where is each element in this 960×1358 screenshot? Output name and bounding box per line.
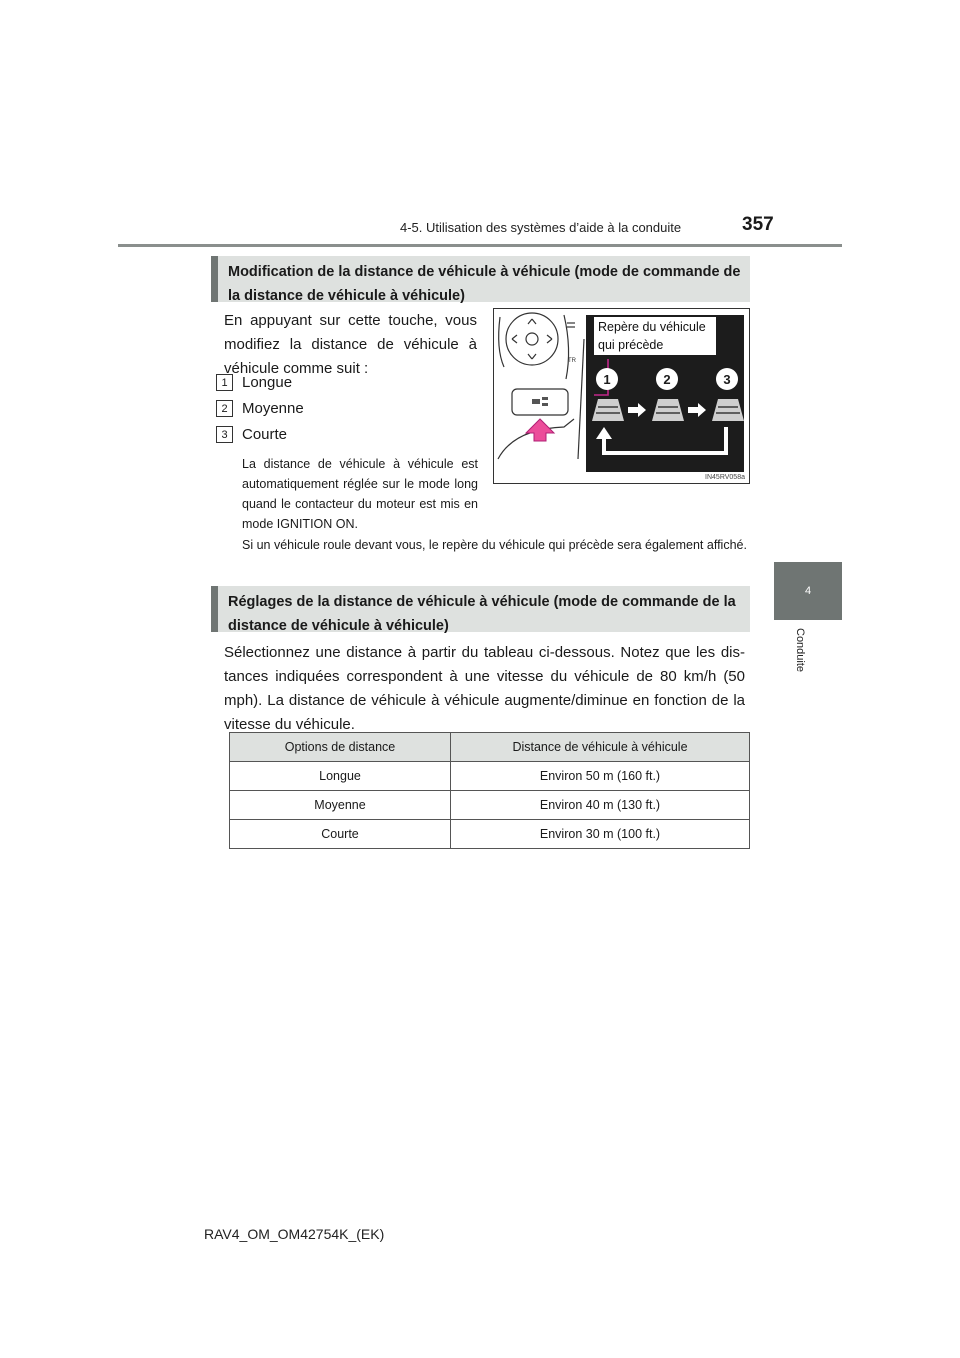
section-heading-modification: Modification de la distance de véhicule à véhicule (mode de commande de la distance de véhicule à véhicule) [211,256,750,302]
press-arrow-icon [526,419,554,441]
note-preceding-vehicle: Si un véhicule roule devant vous, le repère du véhicule qui précède sera également affiché. [242,538,747,552]
option-item [216,400,304,417]
page-number: 357 [742,214,774,235]
table-cell: Moyenne [230,791,451,820]
distance-table [229,732,750,849]
marker-1: 1 [603,372,611,387]
marker-2: 2 [663,372,671,387]
option-item [216,426,287,443]
switch-label: TR [568,358,576,364]
option-label: Courte [242,426,288,443]
settings-paragraph: Sélectionnez une distance à partir du tableau ci-dessous. Notez que les dis- tances indiquées correspondent à une vitesse du véhicule de 80 km/h (50 mph). La distance de véhicule à véhicule augmente/diminue en fonction de la vitesse du véhicule. [224,644,745,733]
section-heading-settings: Réglages de la distance de véhicule à véhicule (mode de commande de la distance de véhicule à véhicule) [211,586,750,632]
table-cell: Courte [230,820,451,849]
column-header-distance: Distance de véhicule à véhicule [451,733,750,762]
table-cell: Environ 30 m (100 ft.) [451,820,750,849]
table-row [230,820,750,849]
footer-document-code: RAV4_OM_OM42754K_(EK) [204,1226,385,1242]
number-badge: 1 [216,374,233,391]
figure-code: IN45RV058a [705,474,745,481]
table-cell: Longue [230,762,451,791]
vehicle-distance-icons [592,399,744,421]
chapter-number: 4 [804,585,812,597]
intro-paragraph: En appuyant sur cette touche, vous modifiez la distance de véhicule à véhicule comme suit : [224,312,477,377]
chapter-tab [774,562,842,620]
distance-switch-figure [493,308,750,484]
table-header-row [230,733,750,762]
note-ignition: La distance de véhicule à véhicule est automatiquement réglée sur le mode long quand le contacteur du moteur est mis en mode IGNITION ON. [242,457,478,531]
table-cell: Environ 40 m (130 ft.) [451,791,750,820]
table-row [230,762,750,791]
preceding-vehicle-callout: Repère du véhicule qui précède [594,317,716,355]
marker-3: 3 [723,372,731,387]
header-rule [118,244,842,247]
table-cell: Environ 50 m (160 ft.) [451,762,750,791]
distance-button-icon [532,397,548,406]
chapter-label: Conduite [794,628,806,673]
number-badge: 2 [216,400,233,417]
option-label: Longue [242,374,293,391]
option-item [216,374,292,391]
option-label: Moyenne [242,400,304,417]
column-header-options: Options de distance [230,733,451,762]
table-row [230,791,750,820]
number-badge: 3 [216,426,233,443]
header-section-title: 4-5. Utilisation des systèmes d’aide à la conduite [400,220,682,235]
